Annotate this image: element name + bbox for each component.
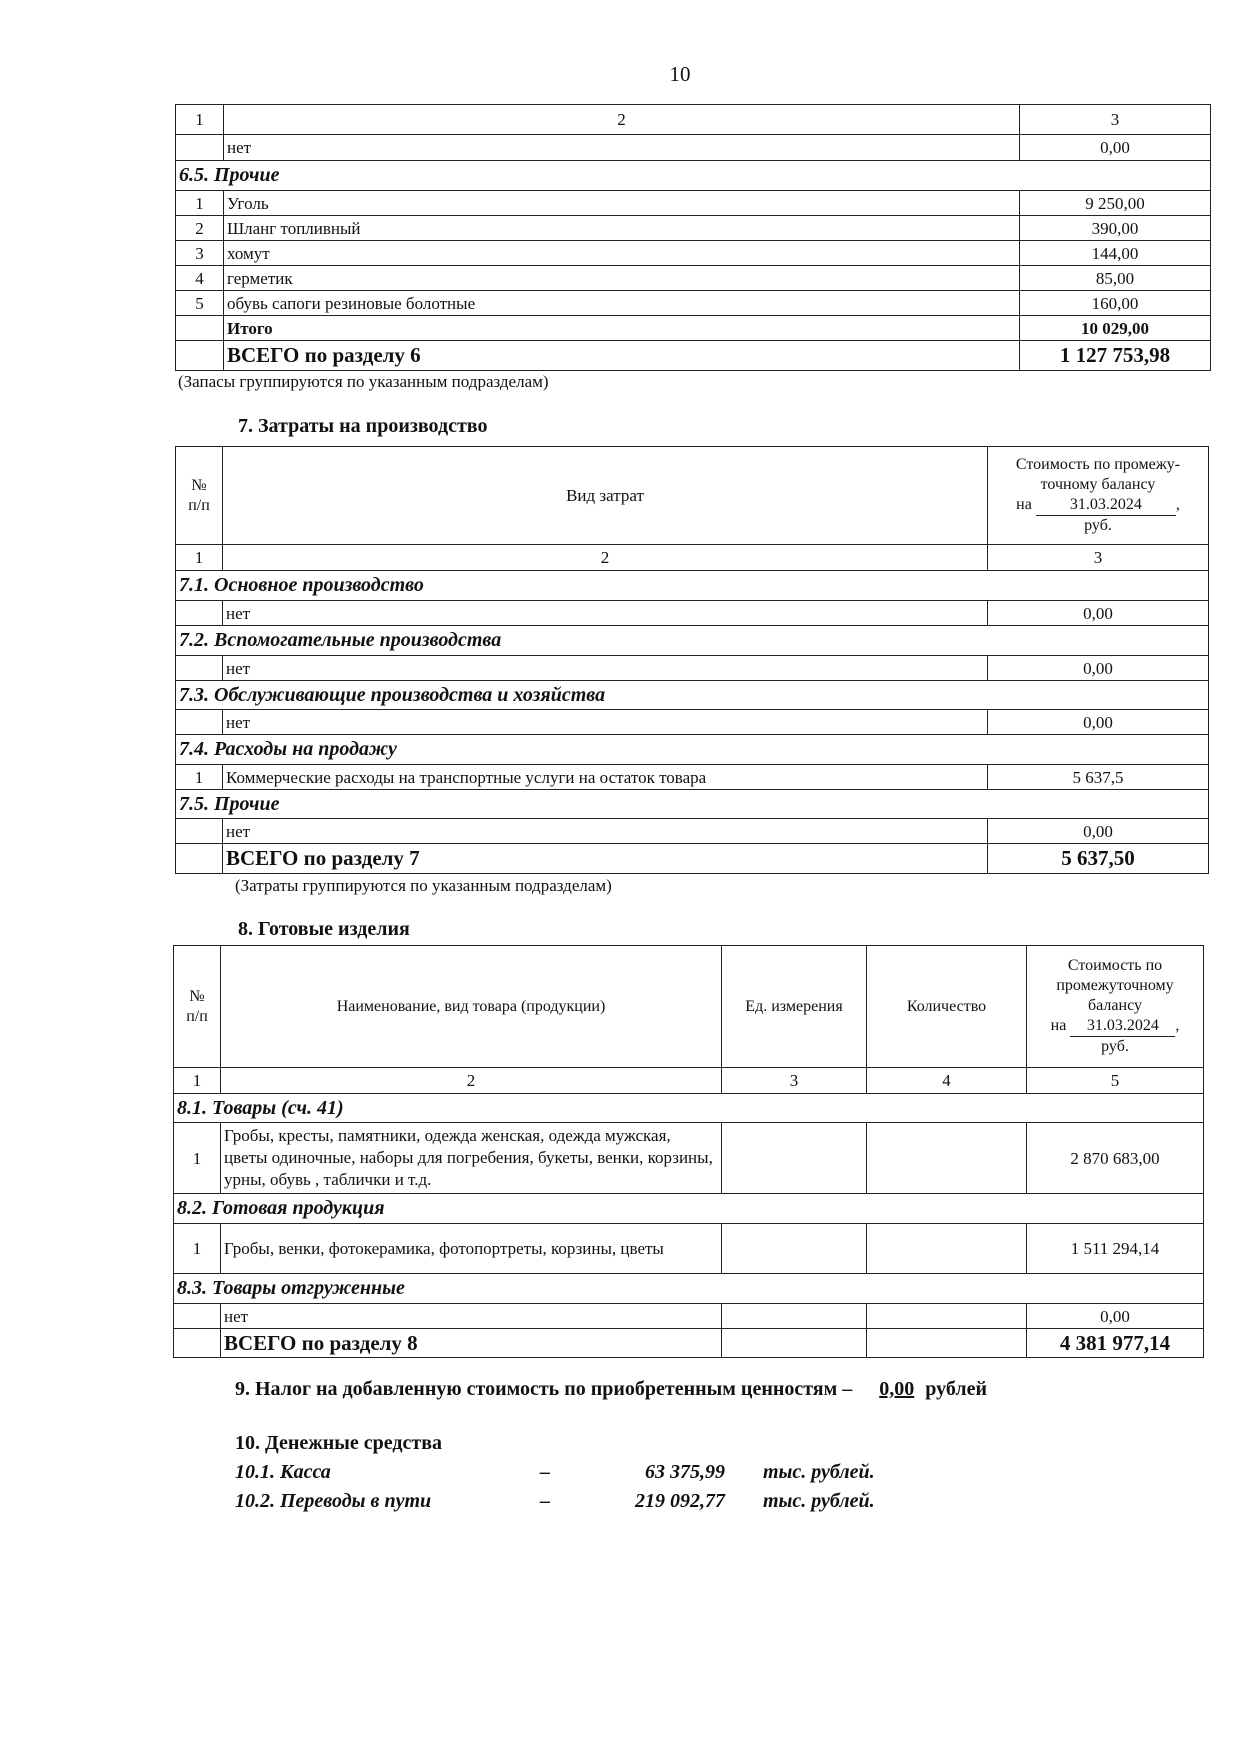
header-cost-line2: точному балансу	[1040, 476, 1156, 493]
col-num-3: 3	[722, 1068, 867, 1094]
row-num	[176, 135, 224, 161]
table-row	[176, 765, 1209, 790]
header-unit: Ед. измерения	[722, 946, 867, 1068]
row-name: хомут	[224, 241, 1020, 266]
row-num: 3	[176, 241, 224, 266]
row-name: Шланг топливный	[224, 216, 1020, 241]
total-label: ВСЕГО по разделу 7	[223, 844, 988, 874]
subsection-header	[176, 790, 1209, 819]
section7-table	[175, 446, 1209, 874]
row-value: 9 250,00	[1020, 191, 1211, 216]
section8-title: 8. Готовые изделия	[238, 918, 410, 940]
subsection-header	[174, 1274, 1204, 1304]
subtotal-row	[176, 316, 1211, 341]
row-name: нет	[223, 710, 988, 735]
row-num: 1	[176, 765, 223, 790]
subsection-title: 8.1. Товары (сч. 41)	[174, 1094, 1204, 1123]
header-num: № п/п	[174, 946, 221, 1068]
total-unit	[722, 1329, 867, 1358]
col-num-2: 2	[223, 545, 988, 571]
transfers-dash: –	[540, 1490, 550, 1512]
row-value: 390,00	[1020, 216, 1211, 241]
section8-table	[173, 945, 1204, 1358]
table-row	[176, 191, 1211, 216]
header-cost-date: 31.03.2024	[1036, 495, 1176, 516]
row-qty	[867, 1123, 1027, 1194]
section7-note: (Затраты группируются по указанным подразделам)	[235, 876, 612, 895]
row-num	[176, 656, 223, 681]
column-number-row	[176, 545, 1209, 571]
section7-title: 7. Затраты на производство	[238, 415, 488, 437]
row-value: 0,00	[988, 601, 1209, 626]
header-cost-unit: руб.	[1101, 1038, 1129, 1055]
subsection-title: 8.3. Товары отгруженные	[174, 1274, 1204, 1304]
subtotal-label: Итого	[224, 316, 1020, 341]
row-num	[174, 1304, 221, 1329]
row-num: 1	[176, 191, 224, 216]
subtotal-value: 10 029,00	[1020, 316, 1211, 341]
header-cost-line1: Стоимость по	[1067, 957, 1163, 974]
header-cost-on: на	[1050, 1017, 1067, 1034]
total-qty	[867, 1329, 1027, 1358]
table-row	[176, 710, 1209, 735]
row-value: 2 870 683,00	[1027, 1123, 1204, 1194]
row-num	[174, 1329, 221, 1358]
header-cost-on: на	[1016, 496, 1032, 513]
header-cost-comma: ,	[1175, 1017, 1180, 1034]
header-cost	[988, 447, 1209, 545]
row-name: Уголь	[224, 191, 1020, 216]
row-value: 1 511 294,14	[1027, 1224, 1204, 1274]
subsection-title: 7.2. Вспомогательные производства	[176, 626, 1209, 656]
header-qty: Количество	[867, 946, 1027, 1068]
row-num: 1	[174, 1224, 221, 1274]
row-num: 5	[176, 291, 224, 316]
table-row	[176, 266, 1211, 291]
table-row	[176, 601, 1209, 626]
subsection-header	[176, 571, 1209, 601]
row-name: Гробы, кресты, памятники, одежда женская, одежда мужская, цветы одиночные, наборы для погребения, букеты, венки, корзины, урны, обувь , таблички и т.д.	[221, 1123, 722, 1194]
col-num-5: 5	[1027, 1068, 1204, 1094]
total-label: ВСЕГО по разделу 6	[224, 341, 1020, 371]
total-label: ВСЕГО по разделу 8	[221, 1329, 722, 1358]
col-num-1: 1	[176, 545, 223, 571]
table-row	[174, 1304, 1204, 1329]
row-num	[176, 316, 224, 341]
table-row	[176, 819, 1209, 844]
col-num-3: 3	[1020, 105, 1211, 135]
row-num	[176, 819, 223, 844]
row-name: нет	[223, 601, 988, 626]
row-value: 160,00	[1020, 291, 1211, 316]
row-name: нет	[223, 819, 988, 844]
header-cost-line3: балансу	[1088, 997, 1142, 1014]
col-num-3: 3	[988, 545, 1209, 571]
row-value: 144,00	[1020, 241, 1211, 266]
total-row	[176, 844, 1209, 874]
column-number-row	[174, 1068, 1204, 1094]
subsection-header	[176, 681, 1209, 710]
row-name: герметик	[224, 266, 1020, 291]
section6-note: (Запасы группируются по указанным подразделам)	[178, 372, 549, 391]
total-value: 1 127 753,98	[1020, 341, 1211, 371]
total-row	[176, 341, 1211, 371]
subsection-header	[176, 735, 1209, 765]
subsection-header	[176, 161, 1211, 191]
section9-line	[235, 1378, 1195, 1401]
subsection-header	[174, 1094, 1204, 1123]
subsection-title: 8.2. Готовая продукция	[174, 1194, 1204, 1224]
header-cost-date-line	[991, 495, 1205, 516]
cash-unit: тыс. рублей.	[763, 1461, 875, 1483]
row-name: нет	[224, 135, 1020, 161]
row-num	[176, 601, 223, 626]
total-row	[174, 1329, 1204, 1358]
table-row	[176, 135, 1211, 161]
header-name: Наименование, вид товара (продукции)	[221, 946, 722, 1068]
subsection-header	[176, 626, 1209, 656]
row-num	[176, 710, 223, 735]
transfers-label: 10.2. Переводы в пути	[235, 1490, 432, 1512]
table-row	[174, 1123, 1204, 1194]
header-row	[176, 447, 1209, 545]
section9-label: 9. Налог на добавленную стоимость по приобретенным ценностям –	[235, 1378, 853, 1400]
table-row	[176, 216, 1211, 241]
header-row	[174, 946, 1204, 1068]
total-value: 4 381 977,14	[1027, 1329, 1204, 1358]
row-name: нет	[223, 656, 988, 681]
row-num: 1	[174, 1123, 221, 1194]
subsection-header	[174, 1194, 1204, 1224]
row-value: 0,00	[1020, 135, 1211, 161]
row-value: 5 637,5	[988, 765, 1209, 790]
section9-unit: рублей	[925, 1378, 987, 1400]
column-number-row	[176, 105, 1211, 135]
row-value: 0,00	[1027, 1304, 1204, 1329]
subsection-title: 7.3. Обслуживающие производства и хозяйства	[176, 681, 1209, 710]
col-num-2: 2	[224, 105, 1020, 135]
row-value: 0,00	[988, 656, 1209, 681]
header-type: Вид затрат	[223, 447, 988, 545]
subsection-title: 7.5. Прочие	[176, 790, 1209, 819]
table-row	[176, 291, 1211, 316]
row-num: 4	[176, 266, 224, 291]
col-num-1: 1	[174, 1068, 221, 1094]
col-num-4: 4	[867, 1068, 1027, 1094]
header-cost-unit: руб.	[1084, 517, 1112, 534]
row-qty	[867, 1304, 1027, 1329]
row-num	[176, 341, 224, 371]
header-cost	[1027, 946, 1204, 1068]
header-cost-date-line	[1030, 1016, 1200, 1037]
subsection-title: 7.1. Основное производство	[176, 571, 1209, 601]
header-cost-line2: промежуточному	[1056, 977, 1174, 994]
cash-label: 10.1. Касса	[235, 1461, 331, 1483]
row-unit	[722, 1224, 867, 1274]
transfers-unit: тыс. рублей.	[763, 1490, 875, 1512]
col-num-2: 2	[221, 1068, 722, 1094]
header-cost-comma: ,	[1175, 496, 1180, 513]
row-unit	[722, 1123, 867, 1194]
row-unit	[722, 1304, 867, 1329]
cash-dash: –	[540, 1461, 550, 1483]
header-cost-line1: Стоимость по промежу-	[1015, 456, 1181, 473]
section9-value: 0,00	[879, 1378, 915, 1400]
page-number: 10	[669, 62, 691, 86]
row-name: обувь сапоги резиновые болотные	[224, 291, 1020, 316]
row-name: Коммерческие расходы на транспортные услуги на остаток товара	[223, 765, 988, 790]
subsection-title: 7.4. Расходы на продажу	[176, 735, 1209, 765]
section10-title: 10. Денежные средства	[235, 1432, 443, 1454]
cash-value: 63 375,99	[645, 1461, 725, 1483]
section6-table	[175, 104, 1211, 371]
table-row	[174, 1224, 1204, 1274]
table-row	[176, 241, 1211, 266]
header-num: № п/п	[176, 447, 223, 545]
row-qty	[867, 1224, 1027, 1274]
row-name: нет	[221, 1304, 722, 1329]
col-num-1: 1	[176, 105, 224, 135]
row-name: Гробы, венки, фотокерамика, фотопортреты, корзины, цветы	[221, 1224, 722, 1274]
row-value: 85,00	[1020, 266, 1211, 291]
row-value: 0,00	[988, 819, 1209, 844]
row-num	[176, 844, 223, 874]
header-cost-date: 31.03.2024	[1070, 1016, 1175, 1037]
transfers-value: 219 092,77	[635, 1490, 725, 1512]
table-row	[176, 656, 1209, 681]
row-num: 2	[176, 216, 224, 241]
subsection-title: 6.5. Прочие	[176, 161, 1211, 191]
row-value: 0,00	[988, 710, 1209, 735]
total-value: 5 637,50	[988, 844, 1209, 874]
